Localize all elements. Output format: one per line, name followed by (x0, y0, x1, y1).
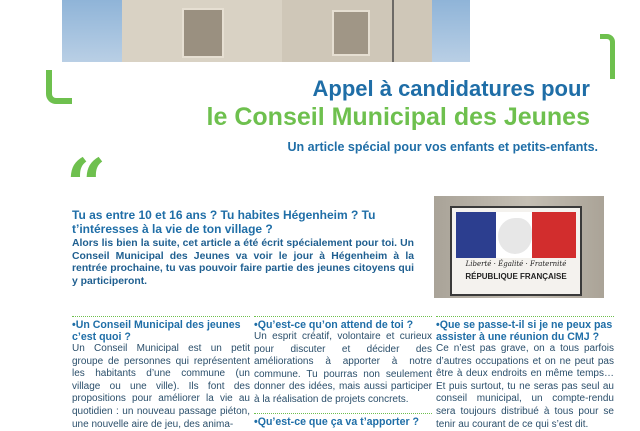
column-text: Un esprit créatif, volontaire et curieux pour discuter et décider des améliorations à apporter à notre commune. Tu pourras non seulement donner des idées, mais aussi participer à la réalisation de projets concrets. (254, 331, 432, 405)
column-heading: •Que se passe-t-il si je ne peux pas assister à une réunion du CMJ ? (436, 319, 613, 343)
marianne-logo-icon (498, 218, 532, 254)
green-corner-decoration (46, 70, 72, 104)
dotted-divider (72, 316, 250, 317)
intro-paragraph: Alors lis bien la suite, cet article a été écrit spécialement pour toi. Un Conseil Municipal des Jeunes va voir le jour à Hégenheim à la rentrée prochaine, tu vas pouvoir faire partie des jeunes citoyens qui y participeront. (72, 238, 414, 287)
column-text: Un Conseil Municipal est un petit groupe de personnes qui représentent les habitants d’une commune (un village ou une ville). Ils font des propositions pour améliorer la vie au quotidien : un nouveau passage piéton, une nouvelle aire de jeu, des anima- (72, 343, 250, 430)
intro-question: Tu as entre 10 et 16 ans ? Tu habites Hégenheim ? Tu t’intéresses à la vie de ton village ? (72, 208, 376, 236)
column-text: Ce n’est pas grave, on a tous parfois d’autres occupations et on ne peut pas être à deux endroits en même temps… Et puis surtout, tu ne seras pas seul au conseil municipal, un compte-rendu sera toujours distribué à tous pour se tenir au courant de ce qui s’est dit. (436, 343, 614, 430)
flag-red-band (532, 212, 576, 258)
dotted-divider (254, 413, 432, 414)
header-photo (62, 0, 470, 62)
column-heading: •Qu’est-ce que ça va t’apporter ? (254, 415, 420, 428)
article-subtitle: Un article spécial pour vos enfants et petits-enfants. (287, 140, 598, 154)
article-column (72, 316, 250, 431)
column-heading: •Qu’est-ce qu’on attend de toi ? (254, 319, 414, 331)
column-heading: •Un Conseil Municipal des jeunes c’est quoi ? (72, 319, 241, 343)
republique-francaise-plaque-photo (434, 196, 604, 298)
dotted-divider (254, 316, 432, 317)
green-corner-decoration (600, 34, 615, 79)
flag-pole (392, 0, 394, 62)
quote-mark-icon: “ (66, 143, 107, 226)
article-title-line2: le Conseil Municipal des Jeunes (206, 103, 590, 131)
dotted-divider (436, 316, 614, 317)
flag-blue-band (456, 212, 496, 258)
article-column (436, 316, 614, 431)
plaque (450, 206, 582, 296)
plaque-label: RÉPUBLIQUE FRANÇAISE (465, 272, 567, 281)
building-window (182, 8, 224, 58)
article-column (254, 316, 432, 428)
article-title-line1: Appel à candidatures pour (312, 76, 590, 101)
building-window (332, 10, 370, 56)
plaque-motto: Liberté · Égalité · Fraternité (465, 260, 567, 268)
